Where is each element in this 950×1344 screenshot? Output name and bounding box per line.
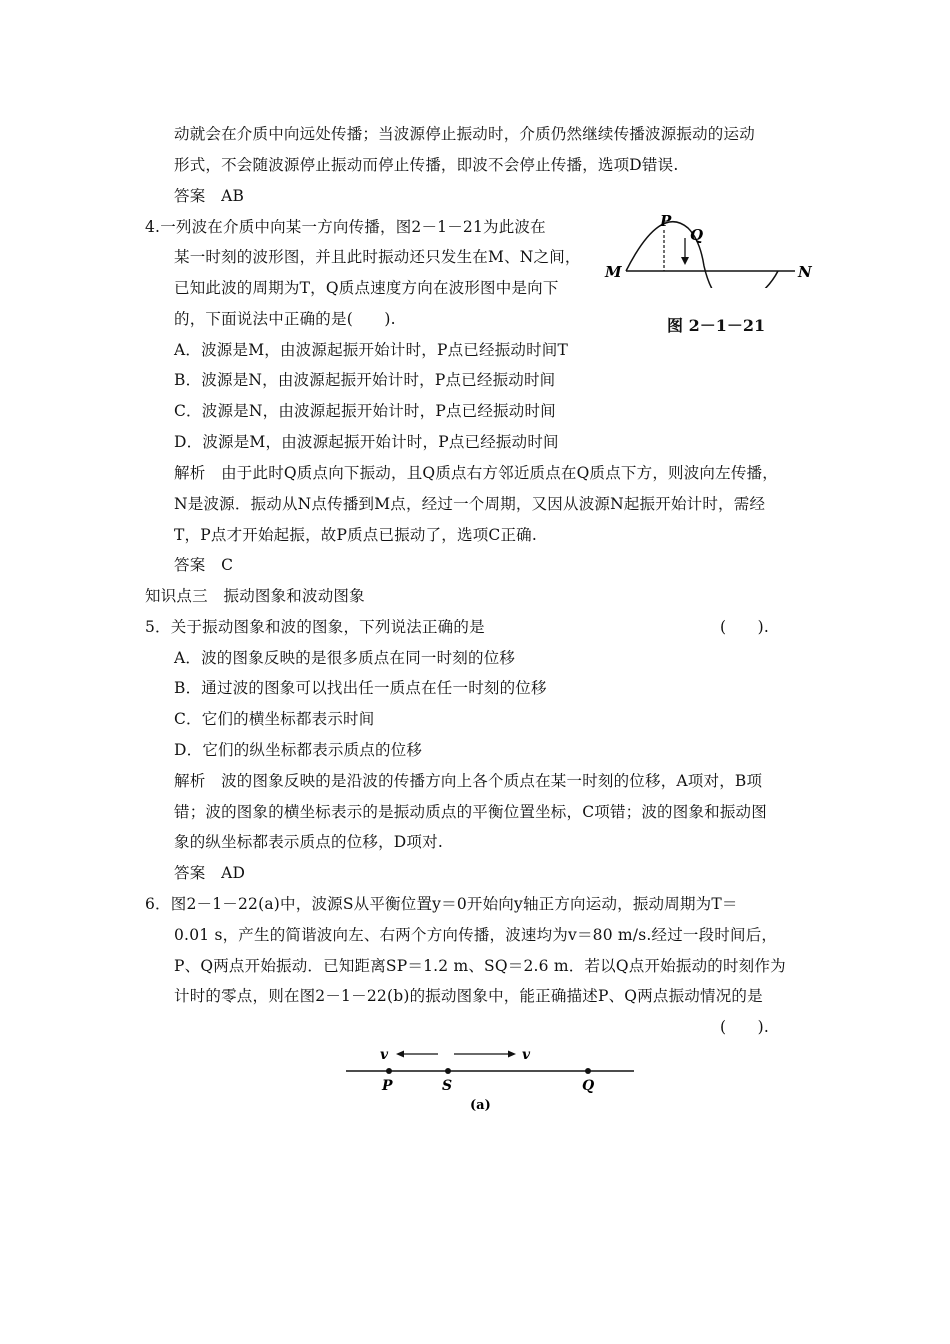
label-p: P — [660, 212, 672, 230]
question-6-line-4: 计时的零点，则在图2－1－22(b)的振动图象中，能正确描述P、Q两点振动情况的是 — [174, 987, 763, 1005]
question-6-line-3: P、Q两点开始振动．已知距离SP＝1.2 m、SQ＝2.6 m．若以Q点开始振动的时刻作为 — [174, 957, 786, 975]
question-5-bracket: ( ). — [720, 618, 770, 636]
label-v-right: v — [522, 1047, 531, 1063]
question-4-line-3: 已知此波的周期为T，Q质点速度方向在波形图中是向下 — [174, 279, 559, 297]
caption-a: (a) — [470, 1098, 491, 1113]
analysis-5-line-1: 解析 波的图象反映的是沿波的传播方向上各个质点在某一时刻的位移，A项对，B项 — [174, 772, 763, 790]
option-4a: A．波源是M，由波源起振开始计时，P点已经振动时间T — [174, 341, 569, 359]
label-q: Q — [582, 1078, 595, 1094]
figure-2-1-21-waveform — [600, 208, 820, 288]
analysis-4-line-2: N是波源．振动从N点传播到M点，经过一个周期，又因从波源N起振开始计时，需经 — [174, 495, 766, 513]
figure-2-1-22a — [340, 1040, 640, 1115]
option-5d: D．它们的纵坐标都表示质点的位移 — [174, 741, 423, 759]
analysis-5-line-3: 象的纵坐标都表示质点的位移，D项对. — [174, 833, 443, 851]
label-v-left: v — [380, 1047, 389, 1063]
left-arrow-head — [396, 1051, 404, 1058]
question-4-line-2: 某一时刻的波形图，并且此时振动还只发生在M、N之间， — [174, 248, 581, 266]
option-5b: B．通过波的图象可以找出任一质点在任一时刻的位移 — [174, 679, 547, 697]
answer-4: 答案 C — [174, 556, 234, 574]
text-line-1: 动就会在介质中向远处传播；当波源停止振动时，介质仍然继续传播波源振动的运动 — [174, 125, 755, 143]
question-6-line-2: 0.01 s，产生的简谐波向左、右两个方向传播，波速均为v＝80 m/s.经过一段时间后， — [174, 926, 778, 944]
analysis-4-line-3: T，P点才开始起振，故P质点已振动了，选项C正确. — [174, 526, 537, 544]
section-heading-3: 知识点三 振动图象和波动图象 — [145, 587, 365, 605]
question-6-line-1: 6．图2－1－22(a)中，波源S从平衡位置y＝0开始向y轴正方向运动，振动周期为T＝ — [145, 895, 738, 913]
option-4b: B．波源是N，由波源起振开始计时，P点已经振动时间 — [174, 371, 556, 389]
q-arrow-head — [681, 257, 689, 265]
answer-5: 答案 AD — [174, 864, 246, 882]
point-q — [585, 1068, 591, 1074]
question-4-line-1: 4.一列波在介质中向某一方向传播，图2－1－21为此波在 — [145, 218, 546, 236]
option-4d: D．波源是M，由波源起振开始计时，P点已经振动时间 — [174, 433, 559, 451]
label-q: Q — [690, 226, 704, 244]
right-arrow-head — [508, 1051, 516, 1058]
label-m: M — [605, 263, 622, 281]
option-5a: A．波的图象反映的是很多质点在同一时刻的位移 — [174, 649, 516, 667]
label-s: S — [442, 1078, 453, 1094]
analysis-5-line-2: 错；波的图象的横坐标表示的是振动质点的平衡位置坐标，C项错；波的图象和振动图 — [174, 803, 767, 821]
point-s — [445, 1068, 451, 1074]
point-p — [386, 1068, 392, 1074]
label-n: N — [798, 263, 812, 281]
question-5: 5．关于振动图象和波的图象，下列说法正确的是 — [145, 618, 485, 636]
question-4-line-4: 的，下面说法中正确的是( ). — [174, 310, 396, 328]
figure-2-1-21-caption: 图 2－1－21 — [667, 316, 766, 335]
option-5c: C．它们的横坐标都表示时间 — [174, 710, 375, 728]
label-p: P — [382, 1078, 393, 1094]
analysis-4-line-1: 解析 由于此时Q质点向下振动，且Q质点右方邻近质点在Q质点下方，则波向左传播， — [174, 464, 778, 482]
option-4c: C．波源是N，由波源起振开始计时，P点已经振动时间 — [174, 402, 556, 420]
question-6-bracket: ( ). — [720, 1018, 770, 1036]
answer-3: 答案 AB — [174, 187, 245, 205]
text-line-2: 形式，不会随波源停止振动而停止传播，即波不会停止传播，选项D错误. — [174, 156, 679, 174]
